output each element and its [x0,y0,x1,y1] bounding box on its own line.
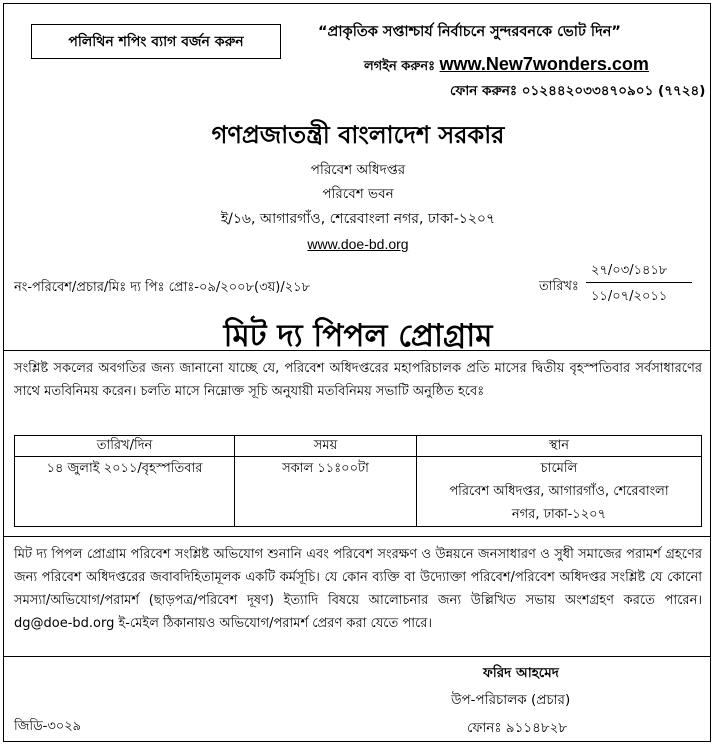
polythene-slogan: পলিথিন শপিং ব্যাগ বর্জন করুন [68,33,244,50]
date-divider [586,282,692,283]
header-date: তারিখ/দিন [15,436,235,457]
signer-name: ফরিদ আহমেদ [483,665,559,681]
cell-date: ১৪ জুলাই ২০১১/বৃহস্পতিবার [15,457,235,527]
program-headline: মিট দ্য পিপল প্রোগ্রাম [223,318,493,354]
venue-line-2: পরিবেশ অধিদপ্তর, আগারগাঁও, শেরেবাংলা [449,484,669,499]
schedule-table [14,435,702,527]
date-english: ১১/০৭/২০১১ [591,289,668,304]
divider-bottom [3,656,711,657]
government-title: গণপ্রজাতন্ত্রী বাংলাদেশ সরকার [211,121,505,149]
table-header-row [15,436,702,457]
sundarbans-campaign: “প্রাকৃতিক সপ্তাশ্চার্য নির্বাচনে সুন্দরবনকে ভোট দিন” [318,24,621,40]
divider-middle [3,536,711,537]
venue-line-3: নগর, ঢাকা-১২০৭ [511,507,607,522]
table-row [15,457,702,527]
department-name: পরিবেশ অধিদপ্তর [310,162,406,178]
login-label: লগইন করুনঃ [364,59,436,74]
memo-number: নং-পরিবেশ/প্রচার/মিঃ দ্য পিঃ প্রোঃ-০৯/২০০৮(৩য়)/২১৮ [14,280,311,295]
signer-phone: ফোনঃ ৯১১৪৮২৮ [467,720,568,736]
intro-paragraph: সংশ্লিষ্ট সকলের অবগতির জন্য জানানো যাচ্ছে যে, পরিবেশ অধিদপ্তরের মহাপরিচালক প্রতি মাসের দ্বিতীয় বৃহস্পতিবার সর্বসাধারণের সাথে মতবিনিময় করেন। চলতি মাসে নিম্নোক্ত সূচি অনুযায়ী মতবিনিময় সভাটি অনুষ্ঠিত হবেঃ [14,361,702,399]
header-venue: স্থান [417,436,702,457]
date-bangla: ২৭/০৩/১৪১৮ [591,263,668,278]
cell-venue [417,457,702,527]
date-label: তারিখঃ [539,279,579,294]
polythene-slogan-box [31,24,281,59]
building-name: পরিবেশ ভবন [322,186,394,202]
office-address: ই/১৬, আগারগাঁও, শেরেবাংলা নগর, ঢাকা-১২০৭ [220,211,496,227]
gd-number: জিডি-৩০২৯ [14,719,82,734]
divider-top [3,350,711,351]
new7wonders-link[interactable]: www.New7wonders.com [439,54,649,74]
login-line [364,54,649,78]
header-time: সময় [235,436,417,457]
venue-line-1: চামেলি [540,461,578,476]
doe-website-link[interactable]: www.doe-bd.org [307,236,409,252]
signer-designation: উপ-পরিচালক (প্রচার) [451,692,571,708]
details-paragraph: মিট দ্য পিপল প্রোগ্রাম পরিবেশ সংশ্লিষ্ট অভিযোগ শুনানি এবং পরিবেশ সংরক্ষণ ও উন্নয়নে জনসাধারণ ও সুধী সমাজের পরামর্শ গ্রহণের জন্য পরিবেশ অধিদপ্তরের জবাবদিহিতামূলক একটি কর্মসূচি। যে কোন ব্যক্তি বা উদ্যোক্তা পরিবেশ/পরিবেশ অধিদপ্তর সংশ্লিষ্ট যে কোনো সমস্যা/অভিযোগ/পরামর্শ (ছাড়পত্র/পরিবেশ দূষণ) ইত্যাদি বিষয়ে আলোচনার জন্য উল্লিখিত সভায় অংশগ্রহণ করতে পারেন। dg@doe-bd.org ই-মেইল ঠিকানায়ও অভিযোগ/পরামর্শ প্রেরণ করা যেতে পারে। [14,547,702,631]
cell-time: সকাল ১১ঃ০০টা [235,457,417,527]
vote-phone: ফোন করুনঃ ০১২৪৪২০৩৩৪৭০৯০১ (৭৭২৪) [450,83,706,99]
